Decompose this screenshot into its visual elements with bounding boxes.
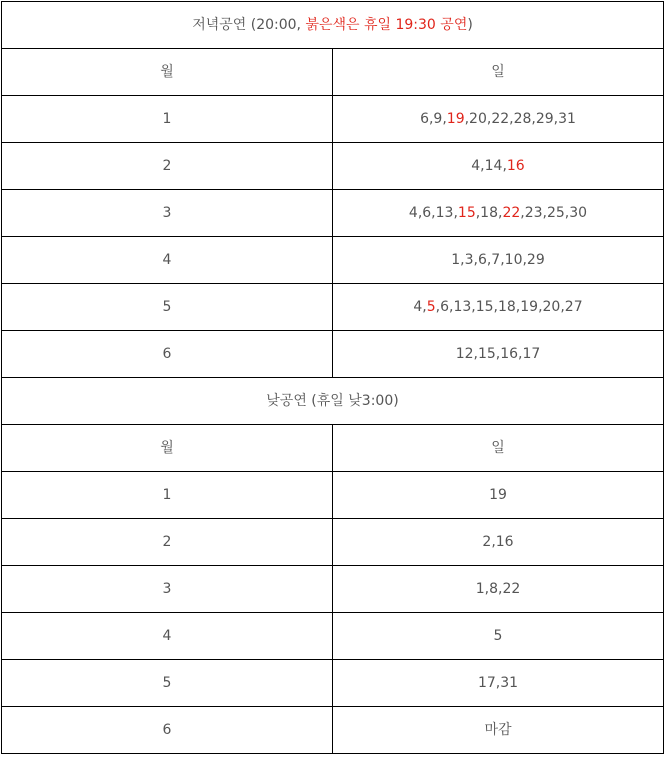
- holiday-date: 22: [502, 205, 521, 221]
- matinee-row: [2, 707, 664, 754]
- evening-title-row: [2, 2, 664, 49]
- evening-days-cell: [333, 190, 664, 237]
- matinee-month-cell: 4: [2, 613, 333, 660]
- evening-month-cell: 3: [2, 190, 333, 237]
- evening-title-close: ): [467, 17, 473, 33]
- matinee-row: [2, 566, 664, 613]
- performance-schedule-table: [1, 1, 664, 754]
- date-list: 4,6,13,: [408, 205, 458, 221]
- evening-row: [2, 96, 664, 143]
- evening-days-cell: [333, 284, 664, 331]
- matinee-month-cell: 1: [2, 472, 333, 519]
- matinee-row: [2, 519, 664, 566]
- matinee-days-cell: 마감: [333, 707, 664, 754]
- matinee-month-cell: 2: [2, 519, 333, 566]
- matinee-title-row: [2, 378, 664, 425]
- matinee-title-cell: 낮공연 (휴일 낮3:00): [2, 378, 664, 425]
- evening-month-header: 월: [2, 49, 333, 96]
- matinee-month-cell: 6: [2, 707, 333, 754]
- date-list: ,6,13,15,18,19,20,27: [435, 299, 583, 315]
- matinee-day-header: 일: [333, 425, 664, 472]
- holiday-date: 19: [446, 111, 465, 127]
- date-list: ,23,25,30: [520, 205, 588, 221]
- matinee-days-cell: 2,16: [333, 519, 664, 566]
- evening-header-row: [2, 49, 664, 96]
- evening-title-cell: [2, 2, 664, 49]
- matinee-month-header: 월: [2, 425, 333, 472]
- matinee-header-row: [2, 425, 664, 472]
- matinee-month-cell: 5: [2, 660, 333, 707]
- date-list: 4,14,: [471, 158, 507, 174]
- evening-month-cell: 5: [2, 284, 333, 331]
- evening-title-text: 저녁공연 (20:00,: [192, 17, 306, 33]
- evening-days-cell: [333, 331, 664, 378]
- evening-row: [2, 190, 664, 237]
- date-list: 12,15,16,17: [455, 346, 541, 362]
- holiday-date: 5: [426, 299, 436, 315]
- holiday-date: 16: [506, 158, 525, 174]
- matinee-month-cell: 3: [2, 566, 333, 613]
- date-list: 4,: [413, 299, 427, 315]
- date-list: ,18,: [475, 205, 503, 221]
- evening-row: [2, 284, 664, 331]
- evening-month-cell: 4: [2, 237, 333, 284]
- evening-days-cell: [333, 143, 664, 190]
- matinee-days-cell: 19: [333, 472, 664, 519]
- evening-row: [2, 237, 664, 284]
- matinee-days-cell: 5: [333, 613, 664, 660]
- date-list: 6,9,: [420, 111, 447, 127]
- date-list: 1,3,6,7,10,29: [451, 252, 545, 268]
- evening-row: [2, 331, 664, 378]
- evening-month-cell: 1: [2, 96, 333, 143]
- evening-days-cell: [333, 96, 664, 143]
- matinee-row: [2, 472, 664, 519]
- matinee-days-cell: 17,31: [333, 660, 664, 707]
- evening-row: [2, 143, 664, 190]
- matinee-days-cell: 1,8,22: [333, 566, 664, 613]
- date-list: ,20,22,28,29,31: [464, 111, 576, 127]
- evening-month-cell: 6: [2, 331, 333, 378]
- holiday-date: 15: [457, 205, 476, 221]
- evening-month-cell: 2: [2, 143, 333, 190]
- schedule-table-body: [2, 2, 664, 754]
- evening-day-header: 일: [333, 49, 664, 96]
- matinee-row: [2, 613, 664, 660]
- evening-days-cell: [333, 237, 664, 284]
- evening-title-highlight: 붉은색은 휴일 19:30 공연: [305, 17, 468, 33]
- matinee-row: [2, 660, 664, 707]
